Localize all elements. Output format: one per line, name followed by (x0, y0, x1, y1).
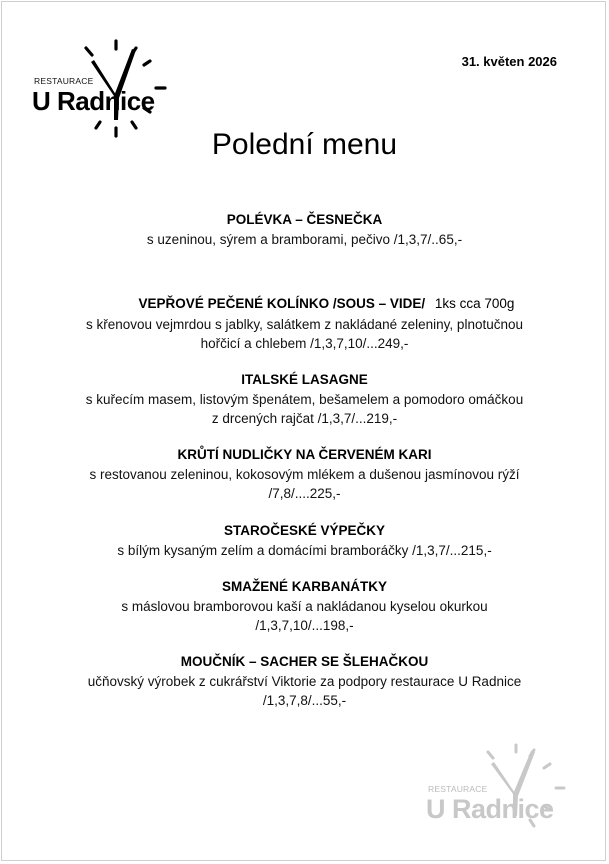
page-title: Polední menu (211, 128, 398, 161)
menu-item-name: MOUČNÍK – SACHER SE ŠLEHAČKOU (180, 654, 429, 669)
menu-item-name: STAROČESKÉ VÝPEČKY (223, 523, 386, 538)
menu-item-desc: hořčicí a chlebem /1,3,7,10/...249,- (200, 336, 409, 351)
menu-date: 31. květen 2026 (461, 54, 557, 69)
menu-item (0, 652, 609, 710)
menu-item (0, 370, 609, 428)
menu-item-size: 1ks cca 700g (434, 296, 515, 311)
logo-name: U Radnice (32, 86, 155, 116)
menu-item-desc: s kuřecím masem, listovým špenátem, bešamelem a pomodoro omáčkou (85, 392, 524, 407)
logo-small-text: RESTAURACE (428, 784, 488, 794)
menu-item (0, 577, 609, 635)
menu-item-desc: s bílým kysaným zelím a domácími bramboráčky /1,3,7/...215,- (117, 543, 492, 558)
menu-item-desc: s uzeninou, sýrem a bramborami, pečivo /1,3,7/..65,- (146, 232, 463, 247)
menu-item-name: ITALSKÉ LASAGNE (241, 372, 368, 387)
menu-item (0, 210, 609, 249)
logo-small-text: RESTAURACE (34, 76, 94, 86)
menu-item (22, 294, 609, 314)
menu-item-name: KRŮTÍ NUDLIČKY NA ČERVENÉM KARI (177, 447, 432, 462)
menu-item-desc: /7,8/....225,- (268, 486, 341, 501)
menu-item-desc: s restovanou zeleninou, kokosovým mlékem a dušenou jasmínovou rýží (89, 467, 520, 482)
menu-item (0, 521, 609, 560)
menu-item-description (0, 315, 609, 353)
menu-item-name: VEPŘOVÉ PEČENÉ KOLÍNKO /SOUS – VIDE/ (138, 296, 426, 311)
menu-item-desc: učňovský výrobek z cukrářství Viktorie za podpory restaurace U Radnice (87, 674, 522, 689)
footer-logo (422, 740, 582, 840)
menu-item-desc: z drcených rajčat /1,3,7/...219,- (211, 411, 398, 426)
menu-item-desc: /1,3,7,8/...55,- (262, 693, 347, 708)
menu-item-desc: s máslovou bramborovou kaší a nakládanou kyselou okurkou (121, 599, 488, 614)
menu-item-name: POLÉVKA – ČESNEČKA (226, 212, 383, 227)
logo-name: U Radnice (426, 794, 554, 824)
menu-item-desc: /1,3,7,10/...198,- (255, 618, 354, 633)
menu-item (0, 445, 609, 503)
menu-item-name: SMAŽENÉ KARBANÁTKY (222, 579, 387, 594)
menu-item-desc: s křenovou vejmrdou s jablky, salátkem z nakládané zeleniny, plnotučnou (86, 317, 523, 332)
